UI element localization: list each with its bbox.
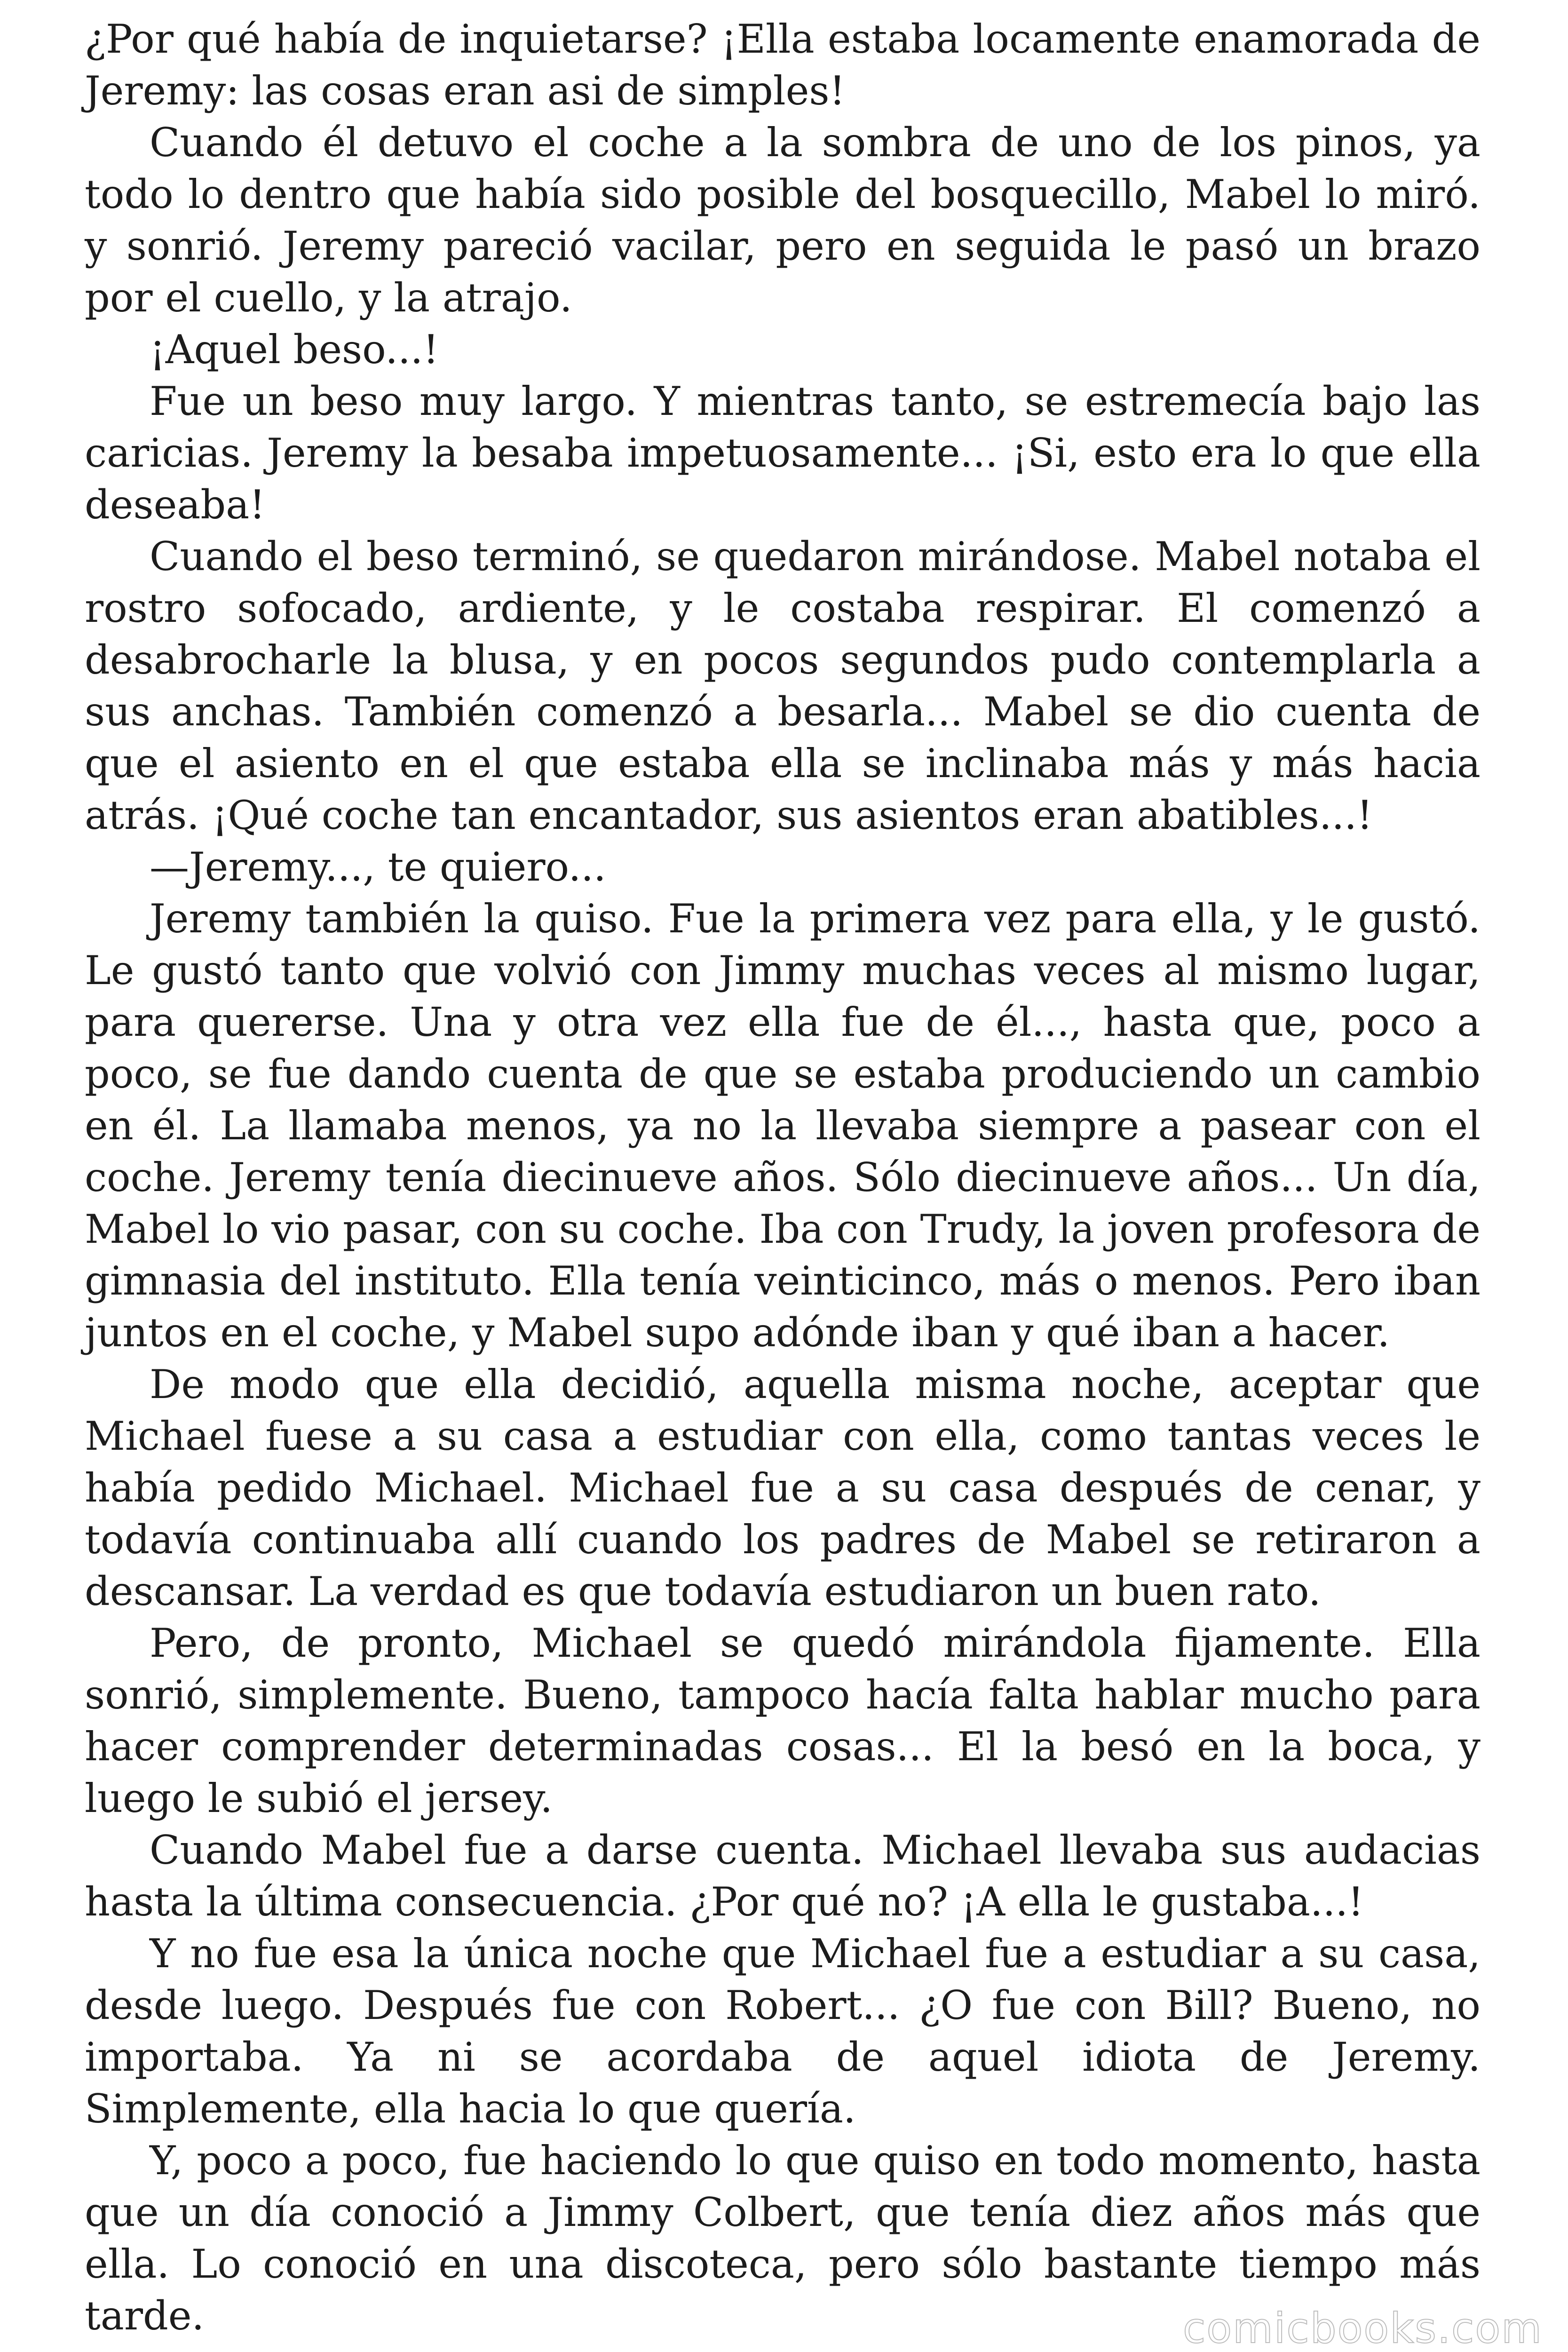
paragraph-9: Pero, de pronto, Michael se quedó mirándola fijamente. Ella sonrió, simplemente. Bueno, tampoco hacía falta hablar mucho para hacer comprender determinadas cosas... El la besó en la boca, y luego le subió el jersey.	[85, 1620, 1481, 1821]
paragraph-6: —Jeremy..., te quiero...	[150, 844, 606, 890]
paragraph-12: Y, poco a poco, fue haciendo lo que quiso en todo momento, hasta que un día conoció a Jimmy Colbert, que tenía diez años más que ella. Lo conoció en una discoteca, pero sólo bastante tiempo más tarde.	[85, 2137, 1481, 2339]
paragraph-2: Cuando él detuvo el coche a la sombra de uno de los pinos, ya todo lo dentro que había sido posible del bosquecillo, Mabel lo miró. y sonrió. Jeremy pareció vacilar, pero en seguida le pasó un brazo por el cuello, y la atrajo.	[85, 119, 1481, 321]
paragraph-1: ¿Por qué había de inquietarse? ¡Ella estaba locamente enamorada de Jeremy: las cosas eran asi de simples!	[85, 16, 1481, 114]
paragraph-5: Cuando el beso terminó, se quedaron mirándose. Mabel notaba el rostro sofocado, ardiente, y le costaba respirar. El comenzó a desabrocharle la blusa, y en pocos segundos pudo contemplarla a sus anchas. También comenzó a besarla... Mabel se dio cuenta de que el asiento en el que estaba ella se inclinaba más y más hacia atrás. ¡Qué coche tan encantador, sus asientos eran abatibles...!	[85, 533, 1481, 838]
watermark: comicbooks.com	[1182, 2304, 1543, 2352]
paragraph-3: ¡Aquel beso...!	[150, 326, 439, 373]
page-text	[85, 13, 1481, 2342]
paragraph-10: Cuando Mabel fue a darse cuenta. Michael llevaba sus audacias hasta la última consecuencia. ¿Por qué no? ¡A ella le gustaba...!	[85, 1827, 1481, 1925]
paragraph-7: Jeremy también la quiso. Fue la primera vez para ella, y le gustó. Le gustó tanto que volvió con Jimmy muchas veces al mismo lugar, para quererse. Una y otra vez ella fue de él..., hasta que, poco a poco, se fue dando cuenta de que se estaba produciendo un cambio en él. La llamaba menos, ya no la llevaba siempre a pasear con el coche. Jeremy tenía diecinueve años. Sólo diecinueve años... Un día, Mabel lo vio pasar, con su coche. Iba con Trudy, la joven profesora de gimnasia del instituto. Ella tenía veinticinco, más o menos. Pero iban juntos en el coche, y Mabel supo adónde iban y qué iban a hacer.	[85, 896, 1481, 1356]
paragraph-8: De modo que ella decidió, aquella misma noche, aceptar que Michael fuese a su casa a estudiar con ella, como tantas veces le había pedido Michael. Michael fue a su casa después de cenar, y todavía continuaba allí cuando los padres de Mabel se retiraron a descansar. La verdad es que todavía estudiaron un buen rato.	[85, 1361, 1481, 1614]
paragraph-4: Fue un beso muy largo. Y mientras tanto, se estremecía bajo las caricias. Jeremy la besaba impetuosamente... ¡Si, esto era lo que ella deseaba!	[85, 378, 1481, 528]
paragraph-11: Y no fue esa la única noche que Michael fue a estudiar a su casa, desde luego. Después fue con Robert... ¿O fue con Bill? Bueno, no importaba. Ya ni se acordaba de aquel idiota de Jeremy. Simplemente, ella hacia lo que quería.	[85, 1931, 1481, 2132]
